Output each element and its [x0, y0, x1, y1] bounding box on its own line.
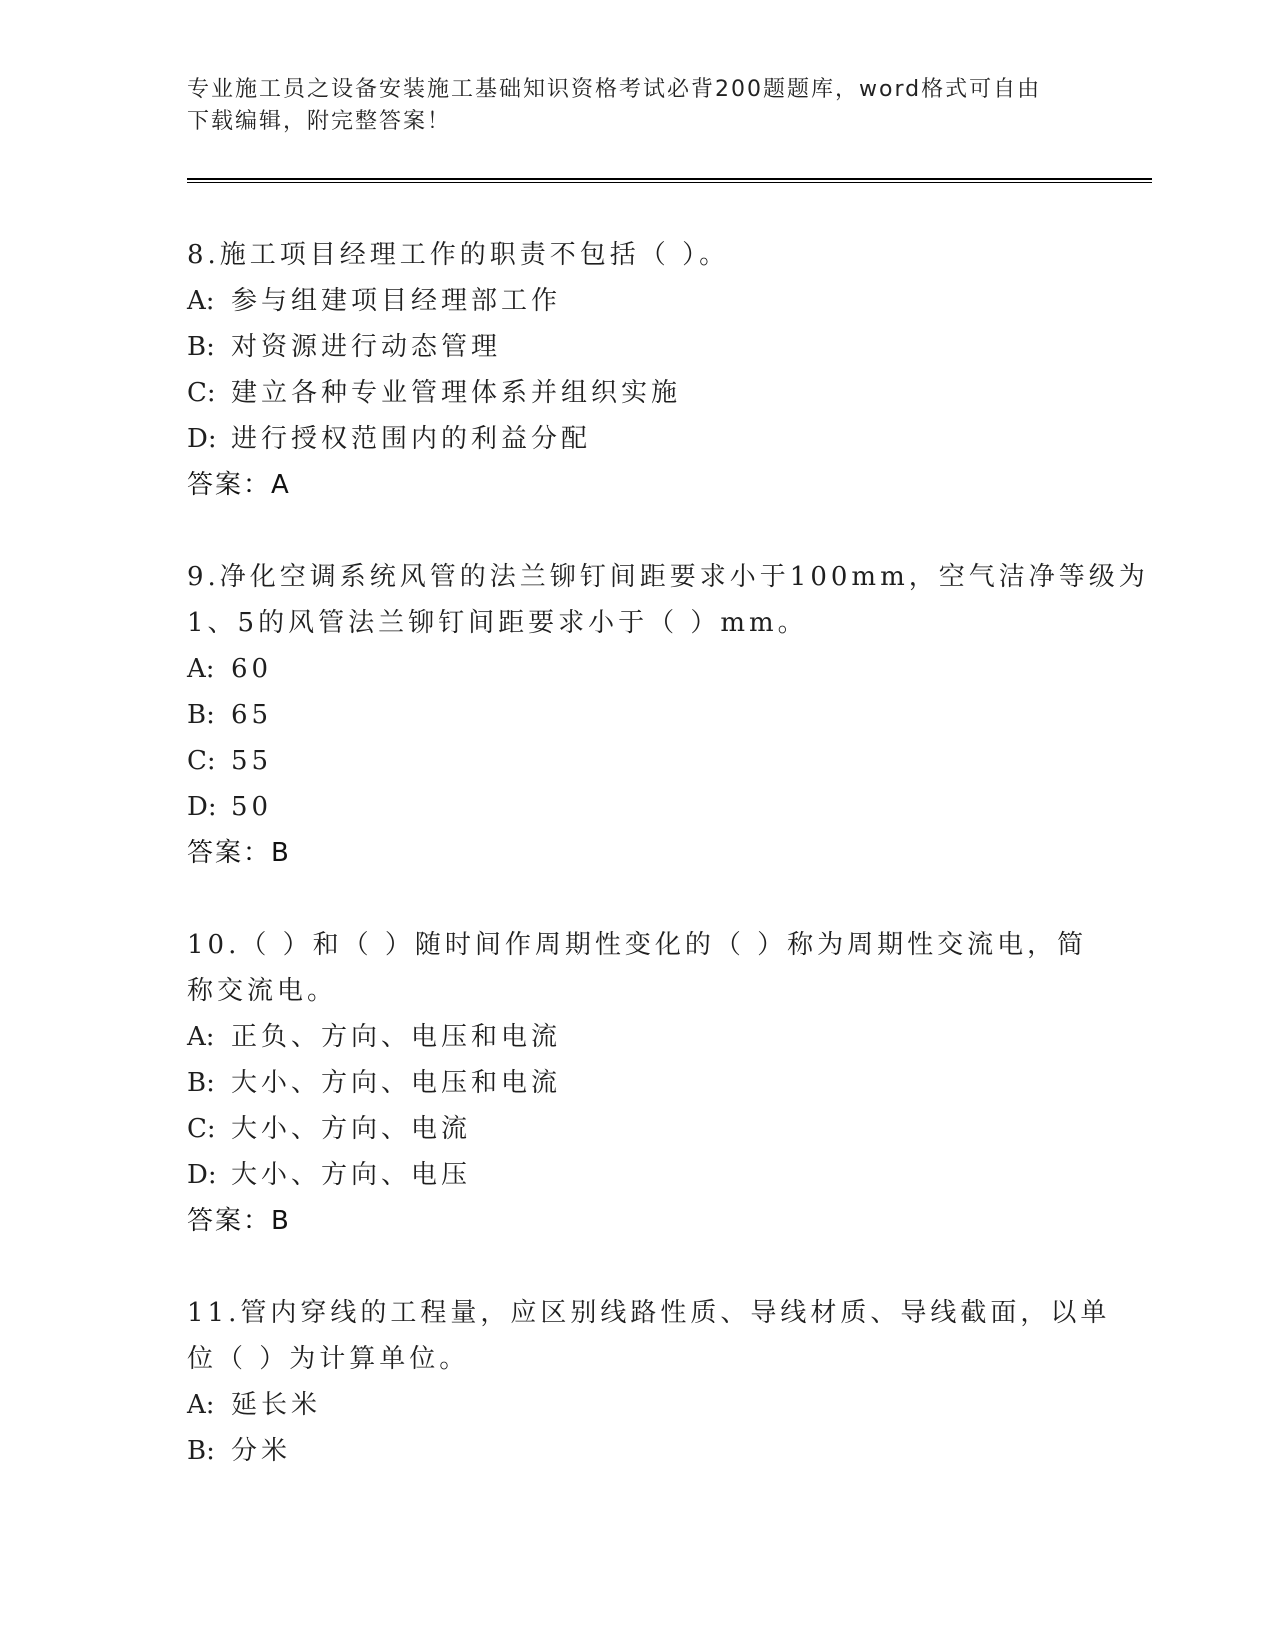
option-label: A:	[187, 1022, 215, 1052]
option-b	[187, 1428, 1087, 1474]
option-text: 参与组建项目经理部工作	[231, 286, 562, 316]
option-d	[187, 784, 1087, 830]
option-text: 大小、方向、电流	[231, 1114, 472, 1144]
option-text: 建立各种专业管理体系并组织实施	[231, 378, 682, 408]
answer-line: 答案：B	[187, 838, 291, 868]
question-11	[187, 1290, 1111, 1474]
question-stem-line-1: 9.净化空调系统风管的法兰铆钉间距要求小于100mm，空气洁净等级为	[187, 562, 1149, 592]
option-b	[187, 692, 1087, 738]
option-label: A:	[187, 654, 215, 684]
header-divider-thin	[187, 182, 1152, 183]
option-label: B:	[187, 1068, 215, 1098]
option-b	[187, 324, 1087, 370]
answer-line: 答案：B	[187, 1206, 291, 1236]
option-text: 大小、方向、电压和电流	[231, 1068, 562, 1098]
question-stem-line-1: 11.管内穿线的工程量，应区别线路性质、导线材质、导线截面，以单	[187, 1298, 1111, 1328]
question-stem-line-2: 1、5的风管法兰铆钉间距要求小于（ ）mm。	[187, 608, 808, 638]
option-label: A:	[187, 286, 215, 316]
question-9	[187, 554, 1149, 876]
question-10	[187, 922, 1087, 1244]
option-d	[187, 416, 1087, 462]
question-stem: 8.施工项目经理工作的职责不包括（ ）。	[187, 240, 730, 270]
option-text: 55	[231, 746, 273, 776]
header-divider-thick	[187, 178, 1152, 180]
option-label: C:	[187, 746, 216, 776]
option-text: 大小、方向、电压	[231, 1160, 472, 1190]
document-header	[187, 74, 1067, 138]
option-text: 50	[231, 792, 273, 822]
option-label: B:	[187, 1436, 215, 1466]
question-stem-line-2: 称交流电。	[187, 976, 338, 1006]
option-c	[187, 1106, 1087, 1152]
option-label: B:	[187, 700, 215, 730]
option-text: 延长米	[231, 1390, 322, 1420]
option-label: C:	[187, 378, 216, 408]
option-a	[187, 278, 1087, 324]
question-stem-line-2: 位（ ）为计算单位。	[187, 1344, 470, 1374]
option-c	[187, 370, 1087, 416]
option-label: C:	[187, 1114, 216, 1144]
option-text: 正负、方向、电压和电流	[231, 1022, 562, 1052]
option-text: 分米	[231, 1436, 292, 1466]
question-8	[187, 232, 1087, 508]
answer-line: 答案：A	[187, 470, 291, 500]
option-text: 60	[231, 654, 273, 684]
option-a	[187, 1014, 1087, 1060]
header-title-line-1: 专业施工员之设备安装施工基础知识资格考试必背200题题库，word格式可自由	[187, 77, 1042, 102]
option-text: 对资源进行动态管理	[231, 332, 502, 362]
option-a	[187, 646, 1087, 692]
option-b	[187, 1060, 1087, 1106]
option-d	[187, 1152, 1087, 1198]
option-label: D:	[187, 1160, 217, 1190]
option-a	[187, 1382, 1087, 1428]
option-text: 65	[231, 700, 273, 730]
option-label: A:	[187, 1390, 215, 1420]
question-list	[187, 232, 1149, 1520]
question-stem-line-1: 10.（ ）和（ ）随时间作周期性变化的（ ）称为周期性交流电，简	[187, 930, 1088, 960]
option-label: B:	[187, 332, 215, 362]
option-label: D:	[187, 424, 217, 454]
option-text: 进行授权范围内的利益分配	[231, 424, 592, 454]
option-c	[187, 738, 1087, 784]
option-label: D:	[187, 792, 217, 822]
header-title-line-2: 下载编辑，附完整答案！	[187, 109, 452, 134]
